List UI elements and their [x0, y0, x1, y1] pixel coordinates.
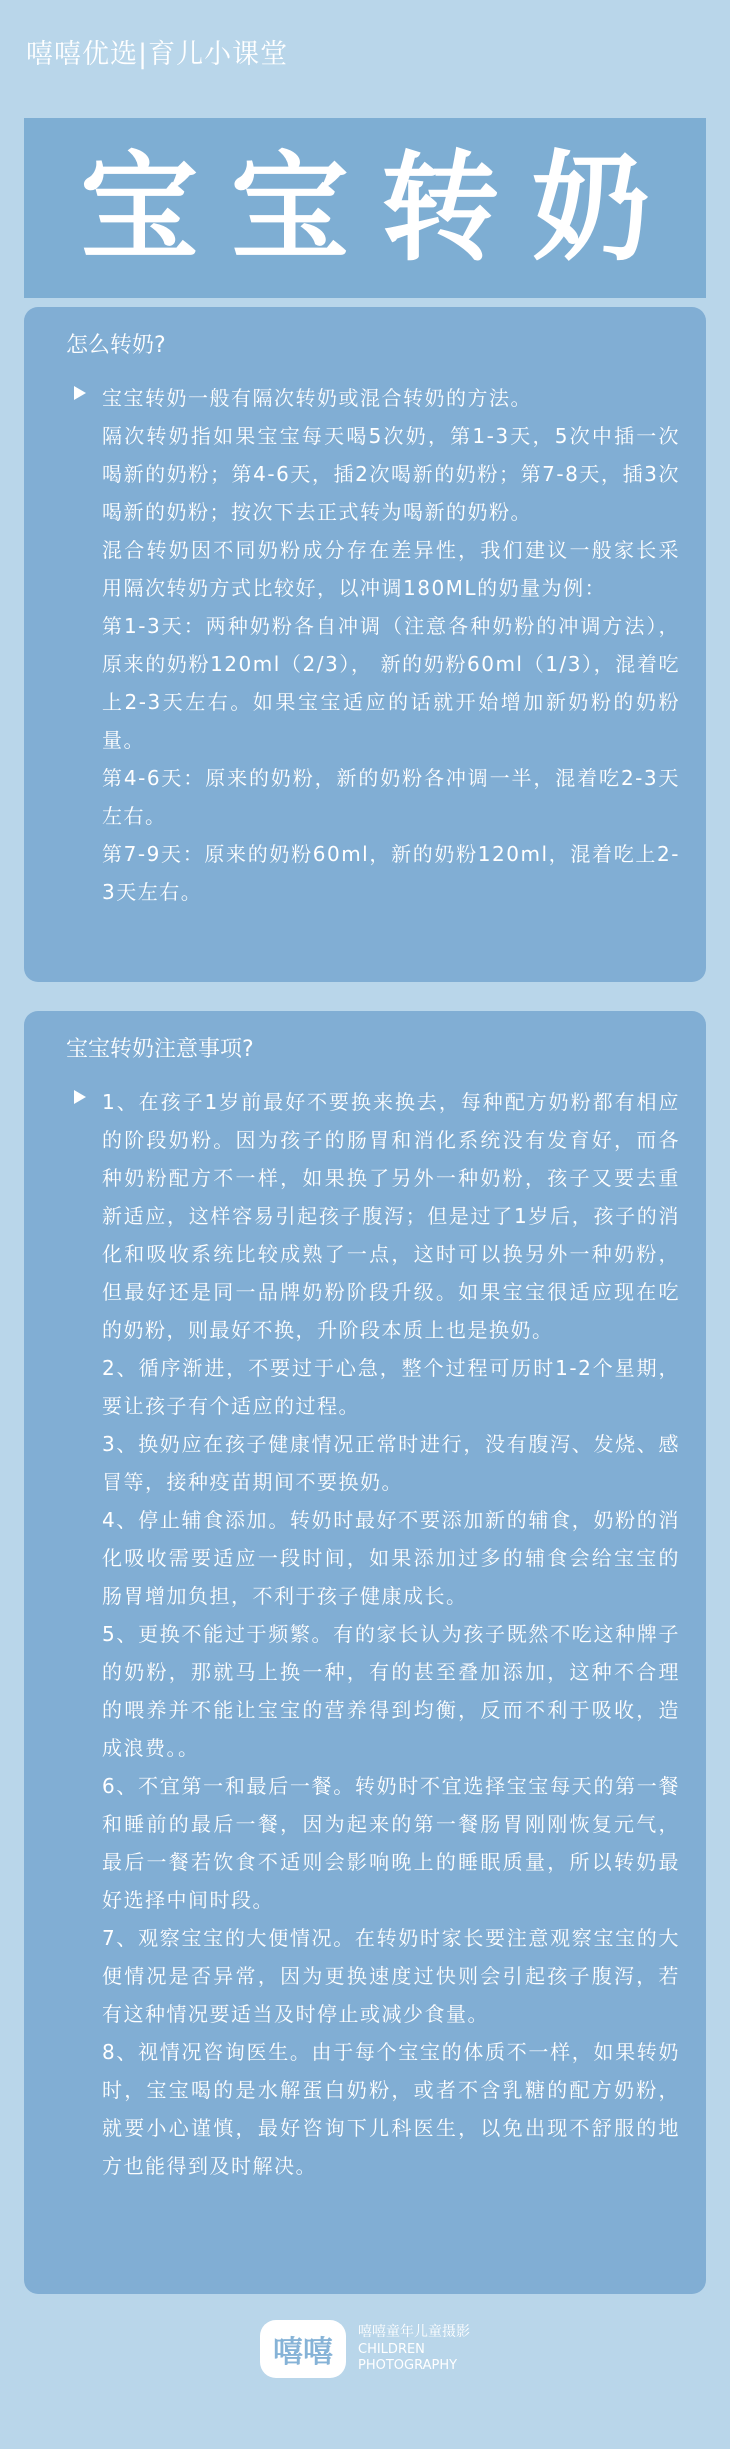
bullet-arrow-icon	[74, 1090, 86, 1104]
paragraph: 3、换奶应在孩子健康情况正常时进行，没有腹泻、发烧、感冒等，接种疫苗期间不要换奶。	[102, 1432, 680, 1494]
paragraph: 5、更换不能过于频繁。有的家长认为孩子既然不吃这种牌子的奶粉，那就马上换一种，有的甚至叠加添加，这种不合理的喂养并不能让宝宝的营养得到均衡，反而不利于吸收，造成浪费。。	[102, 1622, 680, 1760]
section-heading: 宝宝转奶注意事项?	[66, 1037, 254, 1062]
paragraph: 4、停止辅食添加。转奶时最好不要添加新的辅食，奶粉的消化吸收需要适应一段时间，如果添加过多的辅食会给宝宝的肠胃增加负担，不利于孩子健康成长。	[102, 1508, 680, 1608]
paragraph: 混合转奶因不同奶粉成分存在差异性，我们建议一般家长采用隔次转奶方式比较好，以冲调180ML的奶量为例：	[102, 538, 680, 600]
paragraph: 8、视情况咨询医生。由于每个宝宝的体质不一样，如果转奶时，宝宝喝的是水解蛋白奶粉，或者不含乳糖的配方奶粉，就要小心谨慎，最好咨询下儿科医生，以免出现不舒服的地方也能得到及时解决。	[102, 2040, 680, 2178]
logo-en-line1: CHILDREN	[358, 2342, 425, 2357]
paragraph: 第1-3天：两种奶粉各自冲调（注意各种奶粉的冲调方法），原来的奶粉120ml（2/3）， 新的奶粉60ml（1/3），混着吃上2-3天左右。如果宝宝适应的话就开始增加新奶粉的奶粉量。	[102, 614, 680, 752]
title-char: 转	[381, 139, 500, 277]
paragraph: 1、在孩子1岁前最好不要换来换去，每种配方奶粉都有相应的阶段奶粉。因为孩子的肠胃和消化系统没有发育好，而各种奶粉配方不一样，如果换了另外一种奶粉，孩子又要去重新适应，这样容易引起孩子腹泻；但是过了1岁后，孩子的消化和吸收系统比较成熟了一点，这时可以换另外一种奶粉，但最好还是同一品牌奶粉阶段升级。如果宝宝很适应现在吃的奶粉，则最好不换，升阶段本质上也是换奶。	[102, 1090, 680, 1342]
page-title	[24, 140, 706, 276]
paragraph: 第7-9天：原来的奶粉60ml，新的奶粉120ml，混着吃上2-3天左右。	[102, 842, 680, 904]
logo-text	[358, 2324, 470, 2374]
title-char: 宝	[80, 139, 199, 277]
section-heading: 怎么转奶?	[66, 333, 166, 358]
footer-logo	[0, 2320, 730, 2378]
paragraph: 6、不宜第一和最后一餐。转奶时不宜选择宝宝每天的第一餐和睡前的最后一餐，因为起来的第一餐肠胃刚刚恢复元气，最后一餐若饮食不适则会影响晚上的睡眠质量，所以转奶最好选择中间时段。	[102, 1774, 680, 1912]
paragraph: 宝宝转奶一般有隔次转奶或混合转奶的方法。	[102, 386, 532, 410]
paragraph: 隔次转奶指如果宝宝每天喝5次奶，第1-3天，5次中插一次喝新的奶粉；第4-6天，插2次喝新的奶粉；第7-8天，插3次喝新的奶粉；按次下去正式转为喝新的奶粉。	[102, 424, 680, 524]
section-body	[46, 1083, 680, 2185]
bullet-arrow-icon	[74, 386, 86, 400]
brand-header: 嘻嘻优选|育儿小课堂	[26, 39, 289, 70]
logo-icon: 嘻嘻	[260, 2320, 346, 2378]
precautions-card	[24, 1011, 706, 2294]
paragraph: 第4-6天：原来的奶粉，新的奶粉各冲调一半，混着吃2-3天左右。	[102, 766, 680, 828]
title-banner	[24, 118, 706, 298]
paragraph: 2、循序渐进，不要过于心急，整个过程可历时1-2个星期，要让孩子有个适应的过程。	[102, 1356, 680, 1418]
title-char: 宝	[230, 139, 349, 277]
paragraph: 7、观察宝宝的大便情况。在转奶时家长要注意观察宝宝的大便情况是否异常，因为更换速度过快则会引起孩子腹泻，若有这种情况要适当及时停止或减少食量。	[102, 1926, 680, 2026]
logo-name: 嘻嘻童年儿童摄影	[358, 2324, 470, 2340]
section-body	[46, 379, 680, 911]
how-to-switch-card	[24, 307, 706, 982]
logo-en-line2: PHOTOGRAPHY	[358, 2358, 458, 2373]
title-char: 奶	[531, 139, 650, 277]
